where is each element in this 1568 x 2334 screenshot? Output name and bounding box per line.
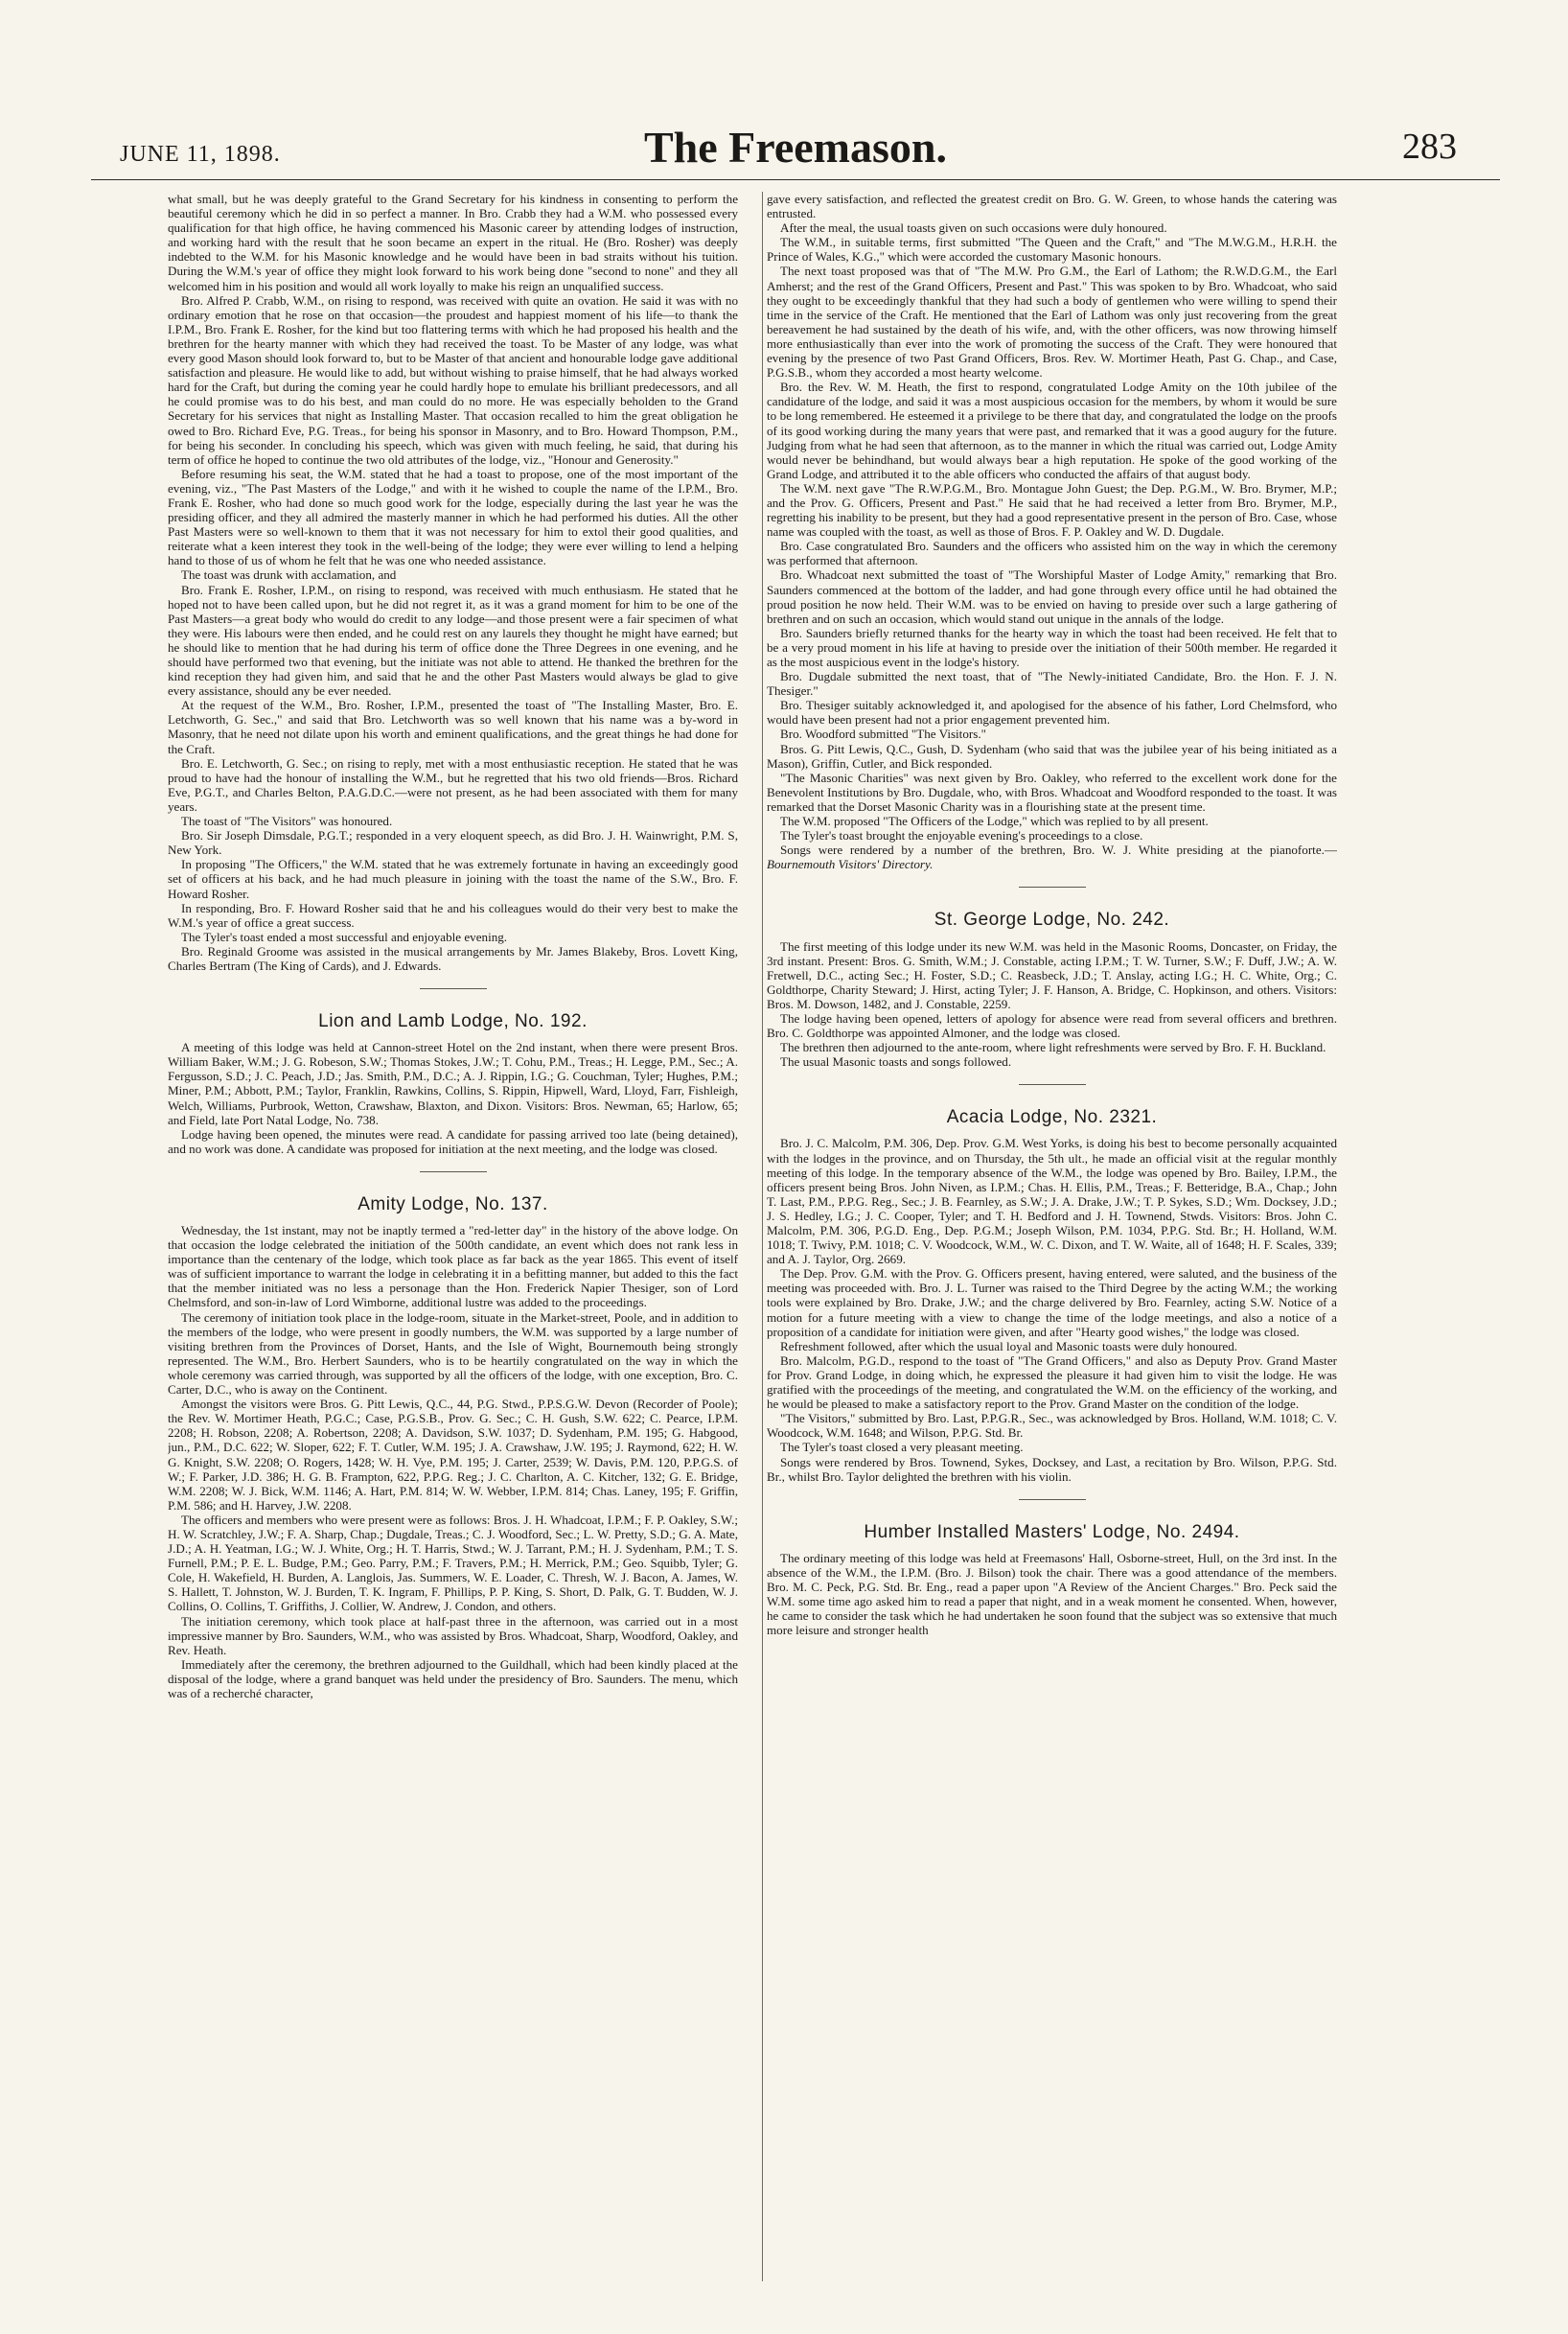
- paragraph: Wednesday, the 1st instant, may not be inaptly termed a "red-letter day" in the history of the above lodge. On that occasion the lodge celebrated the initiation of the 500th candidate, an event which does not rank less in importance than the centenary of the lodge, which took place as far back as the year 1865. This event of itself was of sufficient importance to warrant the lodge in celebrating it in a befitting manner, but added to this the fact that the member initiated was no less a personage than the Hon. Frederick Napier Thesiger, son of Lord Chelmsford, and son-in-law of Lord Wimborne, additional lustre was added to the proceedings.: [168, 1223, 738, 1310]
- paragraph: Bro. Case congratulated Bro. Saunders and the officers who assisted him on the way in which the ceremony was performed that afternoon.: [767, 539, 1337, 568]
- paragraph: The ordinary meeting of this lodge was held at Freemasons' Hall, Osborne-street, Hull, on the 3rd inst. In the absence of the W.M., the I.P.M. (Bro. J. Bilson) took the chair. There was a good attendance of the members. Bro. M. C. Peck, P.G. Std. Br. Eng., read a paper upon "A Review of the Ancient Charges." Bro. Peck said the W.M. some time ago asked him to read a paper that night, and in a weak moment he consented. When, however, he came to consider the task which he had undertaken he soon found that the subject was so extensive that much more leisure and stronger health: [767, 1550, 1337, 1638]
- paragraph: In responding, Bro. F. Howard Rosher said that he and his colleagues would do their very best to make the W.M.'s year of office a great success.: [168, 900, 738, 930]
- column-divider: [762, 192, 763, 2281]
- paragraph: Bro. Reginald Groome was assisted in the musical arrangements by Mr. James Blakeby, Bros. Lovett King, Charles Bertram (The King of Cards), and J. Edwards.: [168, 943, 738, 973]
- lion-lamb-lodge-heading: Lion and Lamb Lodge, No. 192.: [318, 1011, 588, 1032]
- section-divider: [420, 988, 487, 989]
- paragraph: The W.M. next gave "The R.W.P.G.M., Bro. Montague John Guest; the Dep. P.G.M., W. Bro. Brymer, M.P.; and the Prov. G. Officers, Present and Past." He said that he had received a letter from Bro. Brymer, M.P., regretting his inability to be present, but they had a good representative present in the person of Bro. Case, whose name was coupled with the toast, as well as those of Bros. F. P. Oakley and W. D. Dugdale.: [767, 480, 1337, 540]
- paragraph: Bro. Dugdale submitted the next toast, that of "The Newly-initiated Candidate, Bro. the Hon. F. J. N. Thesiger.": [767, 669, 1337, 699]
- paragraph: Before resuming his seat, the W.M. stated that he had a toast to propose, one of the most important of the evening, viz., "The Past Masters of the Lodge," and with it he wished to couple the name of the I.P.M., Bro. Frank E. Rosher, who had done so much good work for the lodge, especially during the last year he was the presiding officer, and they all admired the masterly manner in which he had performed his duties. All the other Past Masters were so well-known to them that it was not necessary for him to extol their good qualities, and reiterate what a keen interest they took in the well-being of the lodge; they were ever willing to lend a helping hand to those of us of whom he felt that he was one who needed assistance.: [168, 466, 738, 568]
- paragraph: Bro. Saunders briefly returned thanks for the hearty way in which the toast had been received. He felt that to be a very proud moment in his life at having to preside over the initiation of their 500th member. He regarded it as the most auspicious event in the lodge's history.: [767, 625, 1337, 669]
- paragraph: The brethren then adjourned to the ante-room, where light refreshments were served by Bro. F. H. Buckland.: [780, 1040, 1326, 1055]
- paragraph: The first meeting of this lodge under its new W.M. was held in the Masonic Rooms, Doncaster, on Friday, the 3rd instant. Present: Bros. G. Smith, W.M.; J. Constable, acting I.P.M.; T. W. Turner, S.W.; F. Duff, J.W.; A. W. Fretwell, D.C., acting Sec.; H. Foster, S.D.; C. Reasbeck, J.D.; T. Anslay, acting I.G.; H. C. White, Org.; C. Goldthorpe, Charity Steward; J. Hirst, acting Tyler; J. F. Hanson, A. Bridge, C. Hopkinson, and others. Visitors: Bros. M. Dowson, 1482, and J. Constable, 2259.: [767, 938, 1337, 1011]
- paragraph: The next toast proposed was that of "The M.W. Pro G.M., the Earl of Lathom; the R.W.D.G.M., the Earl Amherst; and the rest of the Grand Officers, Present and Past." This was spoken to by Bro. Whadcoat, who said they ought to be exceedingly thankful that they had such a body of gentlemen who were willing to spend their time in the service of the Craft. He mentioned that the Earl of Lathom was only just recovering from the great bereavement he had sustained by the death of his wife, and, with the other officers, was now throwing himself more enthusiastically than ever into the work of promoting the success of the Craft. They were honoured that evening by the presence of two Past Grand Officers, Bros. Rev. W. Mortimer Heath, Past G. Chap., and Case, P.G.S.B., whom they accorded a most hearty welcome.: [767, 264, 1337, 381]
- paragraph: [767, 843, 1337, 871]
- paragraph: The ceremony of initiation took place in the lodge-room, situate in the Market-street, Poole, and in addition to the members of the lodge, who were present in goodly numbers, the W.M. was supported by a large number of visiting brethren from the Provinces of Dorset, Hants, and the Isle of Wight, Bournemouth being strongly represented. The W.M., Bro. Herbert Saunders, who is to be heartily congratulated on the way in which the whole ceremony was carried through, was supported by all the officers of the lodge, with one exception, Bro. C. Carter, D.C., who is away on the Continent.: [168, 1309, 738, 1398]
- paragraph: The officers and members who were present were as follows: Bros. J. H. Whadcoat, I.P.M.; F. P. Oakley, S.W.; H. W. Scratchley, J.W.; F. A. Sharp, Chap.; Dugdale, Treas.; C. J. Woodford, Sec.; L. W. Pretty, S.D.; G. A. Mate, J.D.; A. H. Yeatman, I.G.; W. J. White, Org.; H. T. Harris, Stwd.; W. J. Tarrant, P.M.; H. J. Sydenham, P.M.; T. S. Furnell, P.M.; P. E. L. Budge, P.M.; Geo. Parry, P.M.; F. Travers, P.M.; H. Merrick, P.M.; Geo. Squibb, Tyler; G. Cole, H. Wakefield, H. Burden, A. Langlois, Jas. Summers, W. E. Loader, C. Thresh, W. J. Bacon, A. James, W. S. Hallett, T. Johnston, W. J. Burden, T. K. Ingram, F. Phillips, P. P. King, S. Short, D. Palk, G. T. Budden, W. J. Collins, O. Collins, T. Griffiths, J. Collier, W. Andrew, J. Condon, and others.: [168, 1512, 738, 1614]
- paragraph: Bro. Whadcoat next submitted the toast of "The Worshipful Master of Lodge Amity," remarking that Bro. Saunders commenced at the bottom of the ladder, and had gone through every office until he had obtained the proud position he now held. Their W.M. was to be envied on having to preside over such a large gathering of brethren and on such an occasion, which would stand out unique in the annals of the lodge.: [767, 567, 1337, 626]
- right-column: [767, 192, 1337, 2291]
- section-divider: [1019, 887, 1086, 888]
- issue-date: JUNE 11, 1898.: [120, 142, 281, 167]
- paragraph: Bro. Frank E. Rosher, I.P.M., on rising to respond, was received with much enthusiasm. He stated that he hoped not to have been called upon, but he did not regret it, as it was a grand moment for him to be one of the Past Masters—a great body who would do credit to any lodge—and those present were a fair specimen of what they were. His labours were then ended, and he could rest on any laurels they thought he might have earned; but he should like to mention that he had during his term of office done the Three Degrees in one evening, and he should have performed two that evening, but the initiate was not able to attend. He thanked the brethren for the kind reception they had given him, and said that he and the other Past Masters would always be glad to give every assistance, should any be ever needed.: [168, 582, 738, 699]
- paragraph: gave every satisfaction, and reflected the greatest credit on Bro. G. W. Green, to whose hands the catering was entrusted.: [767, 192, 1337, 221]
- section-divider: [1019, 1499, 1086, 1500]
- page-number: 283: [1402, 127, 1457, 167]
- section-divider: [1019, 1084, 1086, 1085]
- paragraph: The toast of "The Visitors" was honoured.: [181, 814, 393, 829]
- paragraph: Bro. Alfred P. Crabb, W.M., on rising to respond, was received with quite an ovation. He said it was with no ordinary emotion that he rose on that occasion—the proudest and happiest moment of his life—to thank the I.P.M., Bro. Frank E. Rosher, for the kind but too flattering terms with which he had proposed his health and the brethren for the hearty manner with which they had received the toast. To be Master of any lodge, was what every good Mason should look forward to, but to be Master of that ancient and honourable lodge gave additional satisfaction and pleasure. He would like to add, but without wishing to praise himself, that he had always worked hard for the Craft, but during the coming year he could hardly hope to emulate his brilliant predecessors, and all he could promise was to do his best, and man could do no more. He was especially beholden to the Grand Secretary for his services that night as Installing Master. That occasion recalled to him the great obligation he owed to Bro. Richard Eve, P.G. Treas., for being his sponsor in Masonry, and to Bro. Howard Thompson, P.M., for being his seconder. In concluding his speech, which was given with much feeling, he said, that during his term of office he hoped to continue the two old attributes of the lodge, viz., "Honour and Generosity.": [168, 292, 738, 467]
- newspaper-title: The Freemason.: [643, 123, 947, 172]
- paragraph: The initiation ceremony, which took place at half-past three in the afternoon, was carried out in a most impressive manner by Bro. Saunders, W.M., who was assisted by Bros. Whadcoat, Sharp, Woodford, Oakley, and Rev. Heath.: [168, 1613, 738, 1657]
- paragraph: "The Masonic Charities" was next given by Bro. Oakley, who referred to the excellent work done for the Benevolent Institutions by Bro. Dugdale, who, with Bros. Whadcoat and Woodford responded to the toast. It was remarked that the Dorset Masonic Charity was in a flourishing state at the present time.: [767, 770, 1337, 814]
- st-george-lodge-heading: St. George Lodge, No. 242.: [934, 910, 1170, 931]
- paragraph: At the request of the W.M., Bro. Rosher, I.P.M., presented the toast of "The Installing Master, Bro. E. Letchworth, G. Sec.," and said that Bro. Letchworth was so well known that his name was a by-word in Masonry, that he need not dilate upon his worth and eminent qualifications, and the great things he had done for the Craft.: [168, 698, 738, 756]
- source-credit: Bournemouth Visitors' Directory.: [767, 857, 934, 872]
- paragraph: After the meal, the usual toasts given on such occasions were duly honoured.: [780, 220, 1167, 236]
- paragraph: The Tyler's toast ended a most successful and enjoyable evening.: [181, 929, 508, 944]
- paragraph: The Tyler's toast brought the enjoyable evening's proceedings to a close.: [780, 828, 1143, 843]
- section-divider: [420, 1171, 487, 1172]
- paragraph: what small, but he was deeply grateful to the Grand Secretary for his kindness in consenting to perform the beautiful ceremony which he did in so perfect a manner. In Bro. Crabb they had a W.M. who possessed every qualification for that high office, he having commenced his Masonic career by attending lodges of instruction, and working hard with the result that he soon became an expert in the ritual. He (Bro. Rosher) was deeply indebted to the W.M. for his Masonic knowledge and he would have been in bad straits without his tuition. During the W.M.'s year of office they might look forward to his work being done "second to none" and they all welcomed him in his position and would all work loyally to make his reign an unqualified success.: [168, 192, 738, 293]
- acacia-lodge-heading: Acacia Lodge, No. 2321.: [946, 1107, 1158, 1128]
- paragraph: Amongst the visitors were Bros. G. Pitt Lewis, Q.C., 44, P.G. Stwd., P.P.S.G.W. Devon (Recorder of Poole); the Rev. W. Mortimer Heath, P.G.C.; Case, P.G.S.B., Prov. G. Sec.; C. H. Gush, S.W. 622; C. Pearce, I.P.M. 2208; H. Robson, 2208; A. Robertson, 2208; A. Davidson, S.W. 1037; D. Sydenham, P.M. 195; G. Habgood, jun., P.M., D.C. 622; W. Sloper, 622; F. T. Cutler, W.M. 195; J. A. Crawshaw, J.W. 195; J. Raymond, 622; H. W. G. Knight, S.W. 2208; O. Rogers, 1428; W. H. Vye, P.M. 195; J. Carter, 2539; W. Davis, P.M. 120, P.P.G.S. of W.; F. Parker, J.D. 386; H. G. B. Frampton, 622, P.P.G. Reg.; J. C. Charlton, A. C. Kitcher, 132; G. E. Bridge, W.M. 2208; W. J. Bick, W.M. 1146; A. Hart, P.M. 814; W. W. Webber, I.P.M. 814; Chas. Laney, 195; F. Griffin, P.M. 586; and H. Harvey, J.W. 2208.: [168, 1397, 738, 1513]
- paragraph: Bro. Sir Joseph Dimsdale, P.G.T.; responded in a very eloquent speech, as did Bro. J. H. Wainwright, P.M. S, New York.: [168, 828, 738, 858]
- masthead: [91, 110, 1500, 180]
- paragraph: Bro. Woodford submitted "The Visitors.": [780, 727, 986, 742]
- paragraph: Bro. the Rev. W. M. Heath, the first to respond, congratulated Lodge Amity on the 10th jubilee of the candidature of the lodge, and said it was a most auspicious occasion for the members, by whom it would be sure to be long remembered. He esteemed it a privilege to be there that day, and congratulated the lodge on the proofs of its good working during the many years that were past, and remarked that it was a good augury for the future. Judging from what he had seen that afternoon, as to the manner in which the ritual was carried out, Lodge Amity would never be behindhand, but would always bear a high reputation. He spoke of the good working of the Grand Lodge, and attributed it to the able officers who conducted the affairs of that august body.: [767, 380, 1337, 481]
- paragraph: The usual Masonic toasts and songs followed.: [780, 1054, 1012, 1070]
- paragraph: Bros. G. Pitt Lewis, Q.C., Gush, D. Sydenham (who said that was the jubilee year of his being initiated as a Mason), Griffin, Cutler, and Bick responded.: [767, 741, 1337, 771]
- humber-lodge-heading: Humber Installed Masters' Lodge, No. 2494.: [864, 1521, 1240, 1542]
- paragraph: Songs were rendered by Bros. Townend, Sykes, Docksey, and Last, a recitation by Bro. Wilson, P.P.G. Std. Br., whilst Bro. Taylor delighted the brethren with his violin.: [767, 1454, 1337, 1484]
- paragraph: The W.M. proposed "The Officers of the Lodge," which was replied to by all present.: [780, 814, 1209, 829]
- paragraph: The Dep. Prov. G.M. with the Prov. G. Officers present, having entered, were saluted, and the business of the meeting was proceeded with. Bro. J. L. Turner was raised to the Third Degree by the acting W.M.; the working tools were explained by Bro. Drake, J.W.; and the charge delivered by Bro. Fearnley, acting S.W. Notice of a motion for a future meeting with a view to change the time of the lodge meetings, and also a notice of a proposition of a candidate for initiation were given, and after "Hearty good wishes," the lodge was closed.: [767, 1266, 1337, 1339]
- paragraph: The Tyler's toast closed a very pleasant meeting.: [780, 1440, 1024, 1455]
- paragraph: Bro. J. C. Malcolm, P.M. 306, Dep. Prov. G.M. West Yorks, is doing his best to become personally acquainted with the lodges in the province, and on Thursday, the 5th ult., he made an official visit at the regular monthly meeting of this lodge. In the temporary absence of the W.M., the lodge was opened by Bro. Bailey, I.P.M., the officers present being Bros. John Niven, as I.P.M.; Chas. H. Ellis, P.M., Treas.; F. Betteridge, B.A., Chap.; John T. Last, P.M., P.P.G. Reg., Sec.; J. B. Fearnley, as S.W.; J. A. Drake, J.W.; T. P. Sykes, S.D.; Wm. Docksey, J.D.; J. S. Hedley, I.G.; J. C. Cooper, Tyler; and T. H. Bedford and J. H. Townend, Stwds. Visitors: Bros. John C. Malcolm, P.M. 306, P.G.D. Eng., Dep. P.G.M.; Joseph Wilson, P.M. 1034, P.P.G. Std. Br.; H. Holland, W.M. 1018; T. Twivy, P.M. 1018; C. V. Woodcock, W.M., W. C. Dixon, and T. W. Waite, all of 1648; H. F. Scales, 339; and A. J. Taylor, Org. 2669.: [767, 1136, 1337, 1267]
- songs-text: Songs were rendered by a number of the brethren, Bro. W. J. White presiding at the pianoforte.—: [780, 843, 1337, 858]
- paragraph: "The Visitors," submitted by Bro. Last, P.P.G.R., Sec., was acknowledged by Bros. Holland, W.M. 1018; C. V. Woodcock, W.M. 1648; and Wilson, P.P.G. Std. Br.: [767, 1411, 1337, 1441]
- amity-lodge-heading: Amity Lodge, No. 137.: [357, 1193, 548, 1214]
- paragraph: Bro. Malcolm, P.G.D., respond to the toast of "The Grand Officers," and also as Deputy Prov. Grand Master for Prov. Grand Lodge, in doing which, he expressed the pleasure it had given him to visit the lodge. He was gratified with the proceedings of the meeting, and congratulated the W.M. on the efficiency of the working, and he would be pleased to make a satisfactory report to the Prov. Grand Master on the condition of the lodge.: [767, 1352, 1337, 1412]
- paragraph: Bro. E. Letchworth, G. Sec.; on rising to reply, met with a most enthusiastic reception. He stated that he was proud to have had the honour of installing the W.M., but he regretted that his two old friends—Bros. Richard Eve, P.G.T., and Charles Belton, P.A.G.D.C.—were not present, as he had been associated with them for many years.: [168, 755, 738, 814]
- left-column: [168, 192, 738, 2291]
- paragraph: The lodge having been opened, letters of apology for absence were read from several officers and brethren. Bro. C. Goldthorpe was appointed Almoner, and the lodge was closed.: [767, 1010, 1337, 1041]
- paragraph: The W.M., in suitable terms, first submitted "The Queen and the Craft," and "The M.W.G.M., H.R.H. the Prince of Wales, K.G.," which were accorded the customary Masonic honours.: [767, 235, 1337, 265]
- paragraph: In proposing "The Officers," the W.M. stated that he was extremely fortunate in having an exceedingly good set of officers at his back, and he had much pleasure in joining with the toast the name of the S.W., Bro. F. Howard Rosher.: [168, 857, 738, 901]
- paragraph: Lodge having been opened, the minutes were read. A candidate for passing arrived too late (being detained), and no work was done. A candidate was proposed for initiation at the next meeting, and the lodge was closed.: [168, 1126, 738, 1156]
- paragraph: The toast was drunk with acclamation, and: [181, 567, 397, 583]
- paragraph: Immediately after the ceremony, the brethren adjourned to the Guildhall, which had been kindly placed at the disposal of the lodge, where a grand banquet was held under the presidency of Bro. Saunders. The menu, which was of a recherché character,: [168, 1656, 738, 1700]
- paragraph: A meeting of this lodge was held at Cannon-street Hotel on the 2nd instant, when there were present Bros. William Baker, W.M.; J. G. Robeson, S.W.; Thomas Stokes, J.W.; T. Cohu, P.M., Treas.; H. Legge, P.M., Sec.; A. Fergusson, S.D.; J. C. Peach, J.D.; Jas. Smith, P.M., D.C.; A. J. Rippin, I.G.; G. Couchman, Tyler; Hughes, P.M.; Miner, P.M.; Abbott, P.M.; Taylor, Franklin, Rawkins, Collins, S. Rippin, Hipwell, Ward, Lloyd, Farr, Fishleigh, Welch, Williams, Purbrook, Wetton, Crawshaw, Blaxton, and Dixon. Visitors: Bros. Newman, 65; Harlow, 65; and Field, late Port Natal Lodge, No. 738.: [168, 1040, 738, 1127]
- paragraph: Refreshment followed, after which the usual loyal and Masonic toasts were duly honoured.: [780, 1338, 1238, 1353]
- paragraph: Bro. Thesiger suitably acknowledged it, and apologised for the absence of his father, Lord Chelmsford, who would have been present had not a prior engagement prevented him.: [767, 698, 1337, 728]
